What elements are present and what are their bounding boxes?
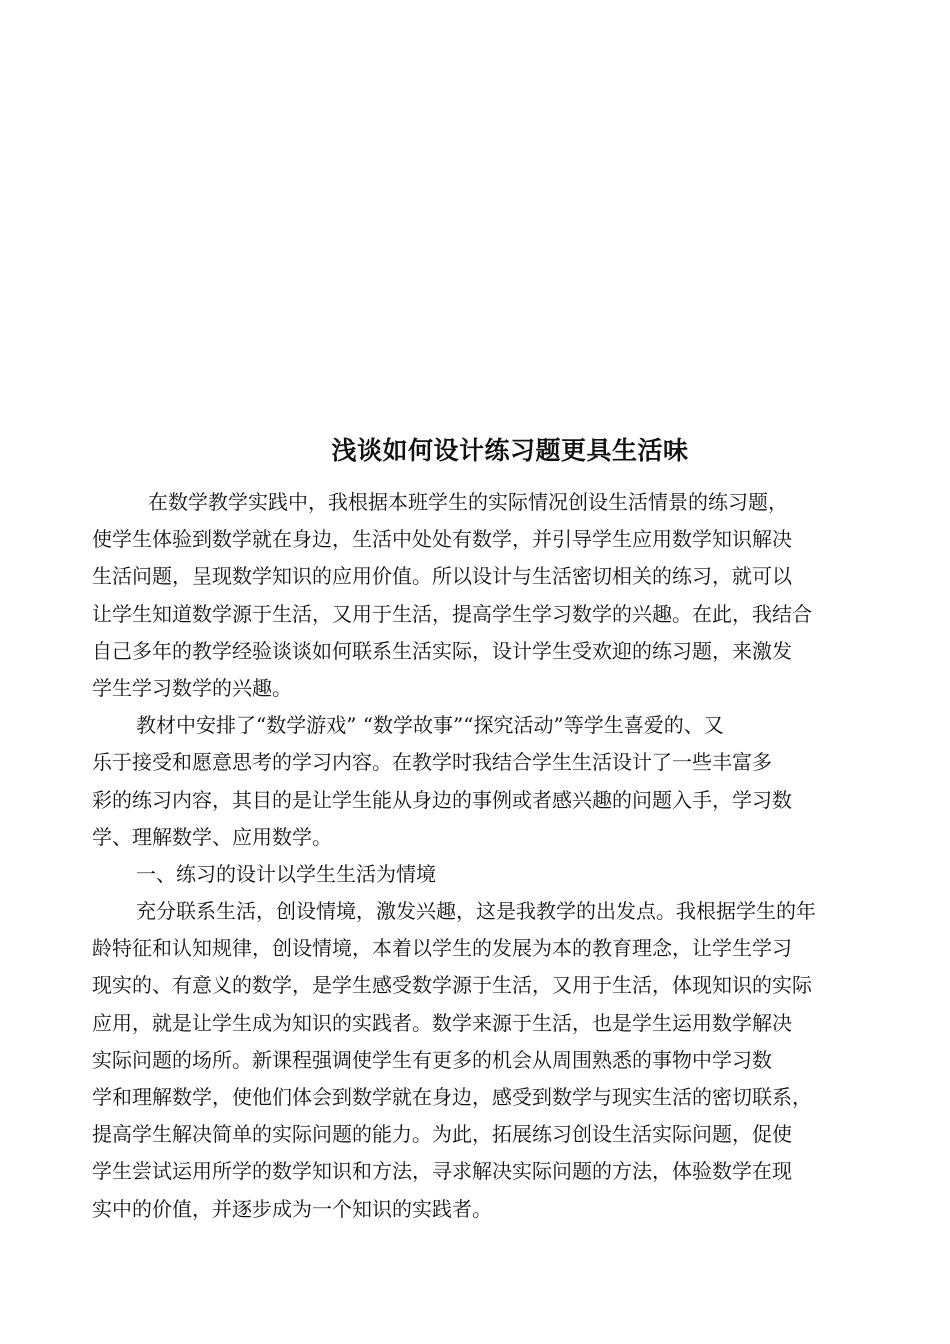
paragraph-1-line-2: 使学生体验到数学就在身边，生活中处处有数学，并引导学生应用数学知识解决 (92, 527, 792, 552)
paragraph-1-line-4: 让学生知道数学源于生活，又用于生活，提高学生学习数学的兴趣。在此，我结合 (92, 601, 812, 626)
paragraph-2-line-4: 学、理解数学、应用数学。 (92, 824, 332, 849)
paragraph-2-line-2: 乐于接受和愿意思考的学习内容。在教学时我结合学生生活设计了一些丰富多 (92, 750, 772, 775)
paragraph-3-line-7: 提高学生解决简单的实际问题的能力。为此，拓展练习创设生活实际问题，促使 (92, 1122, 792, 1147)
paragraph-1-line-1: 在数学教学实践中，我根据本班学生的实际情况创设生活情景的练习题， (148, 490, 788, 514)
section-heading-1: 一、练习的设计以学生生活为情境 (136, 861, 436, 886)
paragraph-3-line-1: 充分联系生活，创设情境，激发兴趣，这是我教学的出发点。我根据学生的年 (136, 899, 816, 924)
paragraph-3-line-3: 现实的、有意义的数学，是学生感受数学源于生活，又用于生活，体现知识的实际 (92, 973, 812, 998)
paragraph-3-line-2: 龄特征和认知规律，创设情境，本着以学生的发展为本的教育理念，让学生学习 (92, 936, 792, 961)
paragraph-1-line-6: 学生学习数学的兴趣。 (92, 675, 292, 700)
paragraph-1-line-5: 自己多年的教学经验谈谈如何联系生活实际，设计学生受欢迎的练习题，来激发 (92, 638, 792, 663)
paragraph-3-line-4: 应用，就是让学生成为知识的实践者。数学来源于生活，也是学生运用数学解决 (92, 1010, 792, 1035)
paragraph-2-line-3: 彩的练习内容，其目的是让学生能从身边的事例或者感兴趣的问题入手，学习数 (92, 787, 792, 812)
document-title: 浅谈如何设计练习题更具生活味 (331, 436, 689, 465)
paragraph-3-line-6: 学和理解数学，使他们体会到数学就在身边，感受到数学与现实生活的密切联系， (92, 1085, 812, 1109)
paragraph-1-line-3: 生活问题，呈现数学知识的应用价值。所以设计与生活密切相关的练习，就可以 (92, 564, 792, 589)
paragraph-2-line-1: 教材中安排了“数学游戏” “数学故事”“探究活动”等学生喜爱的、又 (136, 713, 724, 738)
paragraph-3-line-8: 学生尝试运用所学的数学知识和方法，寻求解决实际问题的方法，体验数学在现 (92, 1159, 792, 1184)
paragraph-3-line-5: 实际问题的场所。新课程强调使学生有更多的机会从周围熟悉的事物中学习数 (92, 1047, 772, 1072)
document-body (92, 484, 867, 1228)
paragraph-3-line-9: 实中的价值，并逐步成为一个知识的实践者。 (92, 1196, 492, 1221)
